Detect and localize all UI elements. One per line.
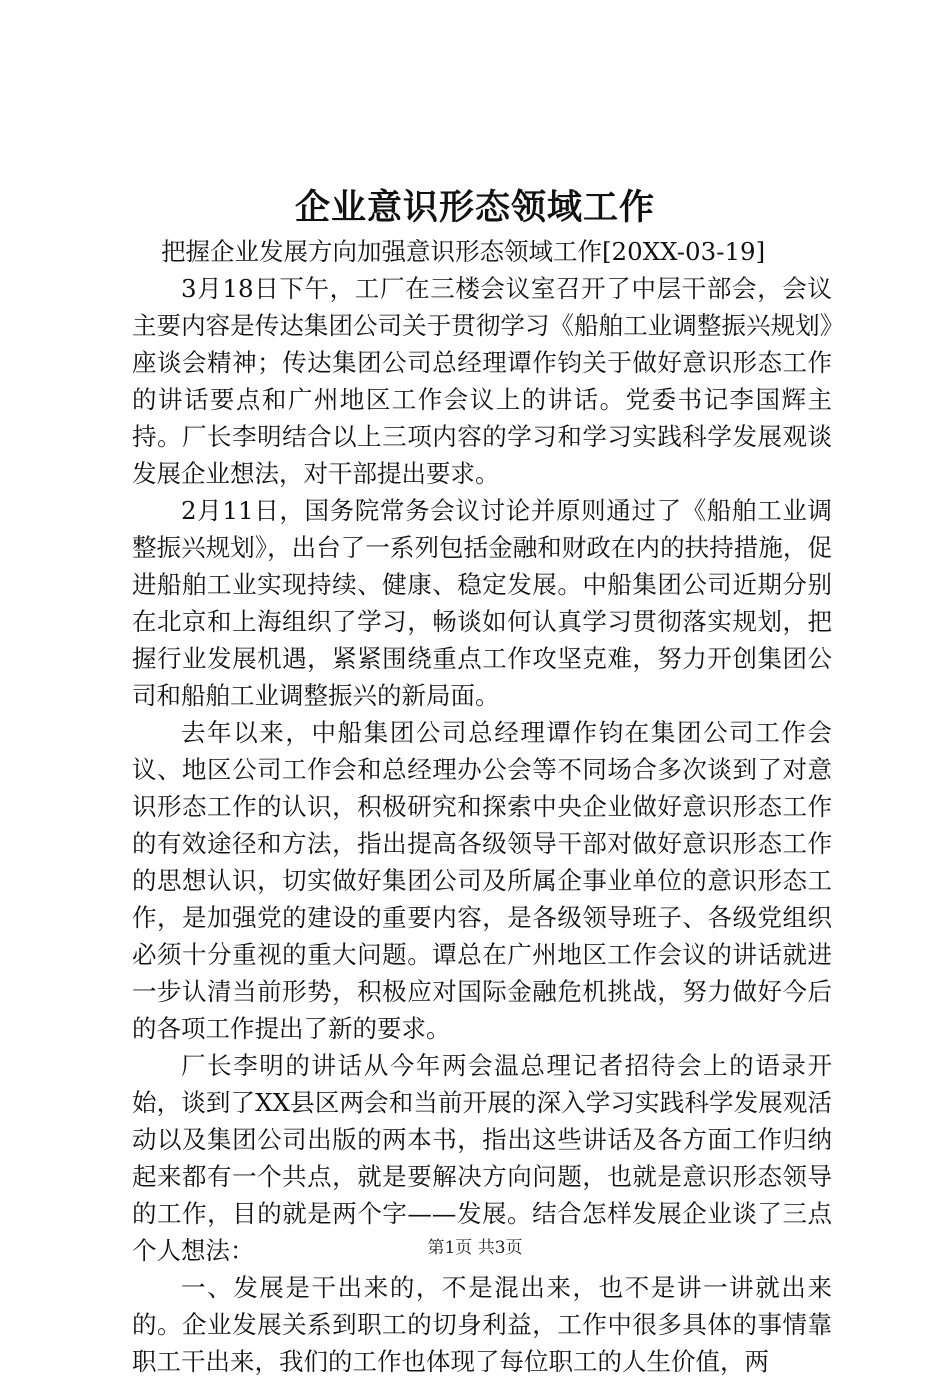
page-number-footer: 第1页 共3页 — [427, 1238, 523, 1258]
document-title: 企业意识形态领域工作 — [294, 187, 655, 228]
paragraph-3: 去年以来，中船集团公司总经理谭作钧在集团公司工作会议、地区公司工作会和总经理办公会等不同场合多次谈到了对意识形态工作的认识，积极研究和探索中央企业做好意识形态工作的有效途径和方法，指出提高各级领导干部对做好意识形态工作的思想认识，切实做好集团公司及所属企事业单位的意识形态工作，是加强党的建设的重要内容，是各级领导班子、各级党组织必须十分重视的重大问题。谭总在广州地区工作会议的讲话就进一步认清当前形势，积极应对国际金融危机挑战，努力做好今后的各项工作提出了新的要求。 — [132, 718, 832, 1043]
document-subtitle: 把握企业发展方向加强意识形态领域工作[20XX-03-19] — [161, 237, 766, 266]
paragraph-4: 厂长李明的讲话从今年两会温总理记者招待会上的语录开始，谈到了XX县区两会和当前开展的深入学习实践科学发展观活动以及集团公司出版的两本书，指出这些讲话及各方面工作归纳起来都有一个共点，就是要解决方向问题，也就是意识形态领导的工作，目的就是两个字——发展。结合怎样发展企业谈了三点个人想法： — [132, 1051, 832, 1265]
paragraph-2: 2月11日，国务院常务会议讨论并原则通过了《船舶工业调整振兴规划》，出台了一系列包括金融和财政在内的扶持措施，促进船舶工业实现持续、健康、稳定发展。中船集团公司近期分别在北京和上海组织了学习，畅谈如何认真学习贯彻落实规划，把握行业发展机遇，紧紧围绕重点工作攻坚克难，努力开创集团公司和船舶工业调整振兴的新局面。 — [132, 496, 832, 710]
document-body — [132, 233, 832, 1380]
paragraph-5: 一、发展是干出来的，不是混出来，也不是讲一讲就出来的。企业发展关系到职工的切身利益，工作中很多具体的事情靠职工干出来，我们的工作也体现了每位职工的人生价值，两 — [132, 1273, 832, 1376]
paragraph-1: 3月18日下午，工厂在三楼会议室召开了中层干部会，会议主要内容是传达集团公司关于贯彻学习《船舶工业调整振兴规划》座谈会精神；传达集团公司总经理谭作钧关于做好意识形态工作的讲话要点和广州地区工作会议上的讲话。党委书记李国辉主持。厂长李明结合以上三项内容的学习和学习实践科学发展观谈发展企业想法，对干部提出要求。 — [132, 274, 832, 488]
